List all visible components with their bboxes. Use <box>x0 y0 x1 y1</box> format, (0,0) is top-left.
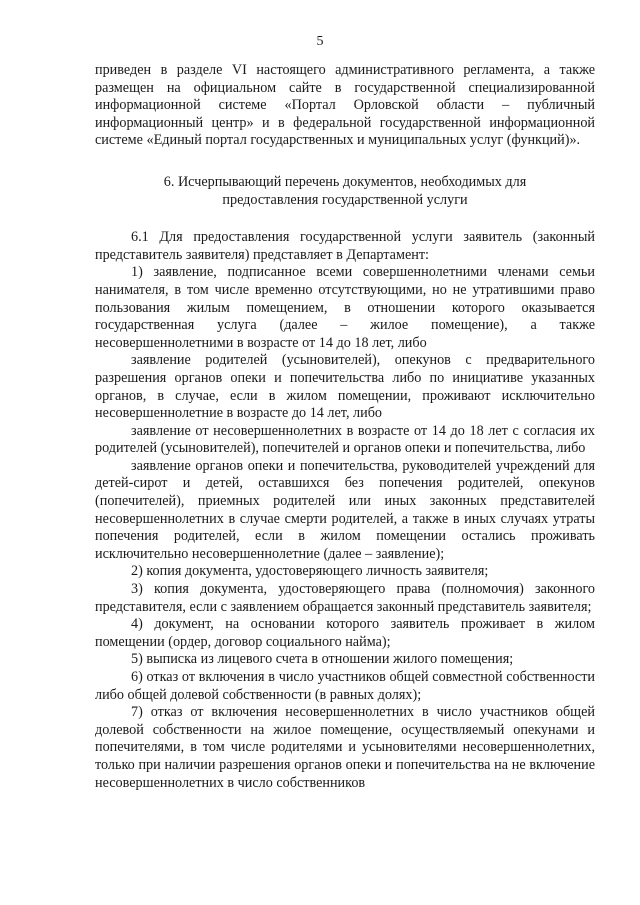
list-item-3: 3) копия документа, удостоверяющего права (полномочия) законного представителя, если с заявлением обращается законный представитель заявителя; <box>95 581 595 615</box>
document-body <box>95 62 595 792</box>
section-heading: 6. Исчерпывающий перечень документов, необходимых для предоставления государственной услуги <box>163 173 527 208</box>
list-item-1: 1) заявление, подписанное всеми совершеннолетними членами семьи нанимателя, в том числе временно отсутствующими, но не утратившими право пользования жилым помещением, в отношении которого оказывается государственная услуга (далее – жилое помещение), а также несовершеннолетними в возрасте от 14 до 18 лет, либо <box>95 264 595 351</box>
list-item-5: 5) выписка из лицевого счета в отношении жилого помещения; <box>131 651 514 668</box>
list-item-4: 4) документ, на основании которого заявитель проживает в жилом помещении (ордер, договор социального найма); <box>95 616 595 650</box>
paragraph-6-1: 6.1 Для предоставления государственной услуги заявитель (законный представитель заявителя) представляет в Департамент: <box>95 229 595 263</box>
list-item-2: 2) копия документа, удостоверяющего личность заявителя; <box>131 563 489 580</box>
page-number: 5 <box>316 34 324 49</box>
list-item-7: 7) отказ от включения несовершеннолетних в число участников общей долевой собственности на жилое помещение, осуществляемый опекунами и попечителями, в том числе родителями и усыновителями несовершеннолетних, только при наличии разрешения органов опеки и попечительства на не включение несовершеннолетних в число собственников <box>95 704 595 791</box>
list-item-1-alt-parents: заявление родителей (усыновителей), опекунов с предварительного разрешения органов опеки и попечительства либо по инициативе указанных органов, в случае, если в жилом помещении, проживают исключительно несовершеннолетние в возрасте до 14 лет, либо <box>95 352 595 422</box>
list-item-1-alt-minors: заявление от несовершеннолетних в возрасте от 14 до 18 лет с согласия их родителей (усыновителей), попечителей и органов опеки и попечительства, либо <box>95 422 595 457</box>
list-item-6: 6) отказ от включения в число участников общей совместной собственности либо общей долевой собственности (в равных долях); <box>95 669 595 703</box>
list-item-1-alt-guardianship: заявление органов опеки и попечительства, руководителей учреждений для детей-сирот и детей, оставшихся без попечения родителей, опекунов (попечителей), приемных родителей или иных законных представителей несовершеннолетних в случае смерти родителей, а также в иных случаях утраты попечения родителей, если в жилом помещении остались проживать исключительно несовершеннолетние (далее – заявление); <box>95 457 595 562</box>
intro-paragraph: приведен в разделе VI настоящего административного регламента, а также размещен на официальном сайте в государственной специализированной информационной системе «Портал Орловской области – публичный информационный центр» и в федеральной государственной информационной системе «Единый портал государственных и муниципальных услуг (функций)». <box>95 62 595 149</box>
